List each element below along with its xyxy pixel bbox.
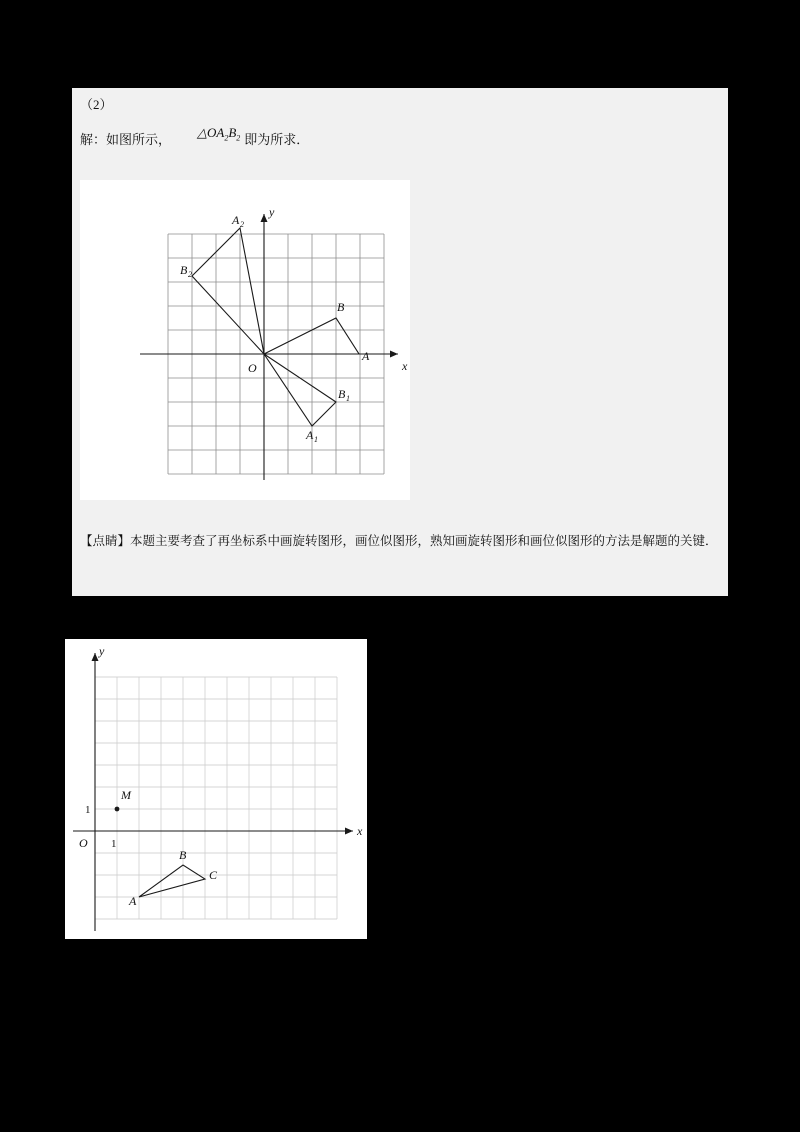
math-triangle-oa: △OA (197, 125, 225, 140)
figure1-triangle-oa2b2 (192, 228, 264, 354)
figure2-origin-label: O (79, 836, 88, 850)
figure2-unit-x-label: 1 (111, 838, 117, 850)
figure2-label-M: M (121, 788, 131, 802)
solution-prefix: 解：如图所示， (80, 132, 172, 147)
part-label: （2） (80, 97, 113, 112)
figure1-triangle-oab (264, 318, 359, 354)
figure2-unit-y-label: 1 (85, 804, 91, 816)
figure2-svg (65, 639, 367, 939)
figure-coordinate-plane (65, 639, 367, 939)
answer-block (72, 88, 728, 596)
note-text: 【点睛】本题主要考查了再坐标系中画旋转图形，画位似图形，熟知画旋转图形和画位似图形的方法是解题的关键． (80, 533, 718, 548)
figure1-label-B: B (337, 300, 345, 314)
figure1-label-A: A (362, 349, 370, 363)
figure1-origin-label: O (248, 361, 257, 375)
figure1-label-B2: B (180, 263, 188, 277)
figure2-label-C: C (209, 868, 218, 882)
figure2-grid (95, 677, 337, 919)
figure1-label-A2-sub: 2 (240, 220, 244, 229)
figure1-label-A1: A (306, 428, 314, 442)
figure1-svg (80, 180, 410, 500)
figure2-y-label: y (99, 644, 105, 658)
solution-line (80, 125, 310, 156)
solution-math-expression (171, 125, 244, 143)
figure1-y-label: y (269, 205, 275, 219)
figure-rotation-similarity (80, 180, 410, 500)
solution-suffix: 即为所求． (244, 132, 310, 147)
figure1-point-labels (180, 213, 370, 444)
figure1-triangle-oa1b1 (264, 354, 336, 426)
math-sub-2: 2 (236, 133, 241, 143)
figure1-label-B2-sub: 2 (188, 270, 192, 279)
figure1-label-B1-sub: 1 (346, 394, 350, 403)
figure2-x-label: x (357, 824, 363, 838)
figure1-label-A2: A (232, 213, 240, 227)
figure1-x-label: x (402, 359, 408, 373)
figure2-axes (73, 644, 363, 931)
figure1-label-A1-sub: 1 (314, 435, 318, 444)
figure2-triangle-abc (128, 848, 218, 908)
figure2-label-B: B (179, 848, 187, 862)
figure2-label-A: A (129, 894, 137, 908)
figure1-label-B1: B (338, 387, 346, 401)
math-b: B (228, 125, 237, 140)
figure1-axes (140, 205, 408, 480)
math-sub-1: 2 (224, 133, 229, 143)
